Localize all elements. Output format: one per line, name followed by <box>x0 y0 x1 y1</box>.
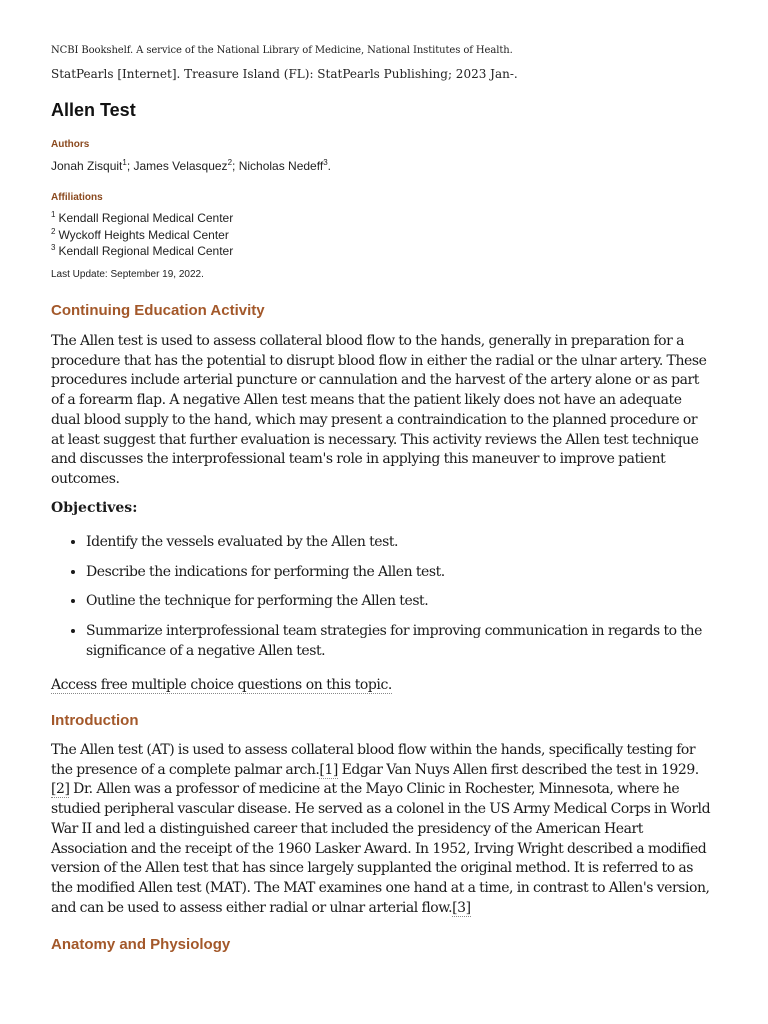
author-affiliation-ref: 1 <box>122 158 127 167</box>
anatomy-heading: Anatomy and Physiology <box>51 936 231 953</box>
authors-line <box>51 159 331 173</box>
objectives-list <box>51 533 711 672</box>
author-name[interactable]: James Velasquez <box>133 159 228 173</box>
author-affiliation-ref: 3 <box>323 158 328 167</box>
list-item: • Summarize interprofessional team strategies for improving communication in regards to the significance of a negative Allen test. <box>86 622 711 661</box>
list-item: • Describe the indications for performing the Allen test. <box>86 563 711 583</box>
bookshelf-source-line: NCBI Bookshelf. A service of the National Library of Medicine, National Institutes of Health. <box>51 45 513 56</box>
affiliations-label: Affiliations <box>51 192 103 203</box>
author-affiliation-ref: 2 <box>227 158 233 167</box>
affiliation-item: $^3$ Kendall Regional Medical Center <box>51 243 234 258</box>
list-item: • Outline the technique for performing the Allen test. <box>86 592 711 612</box>
affiliation-item: $^2$ Wyckoff Heights Medical Center <box>51 227 229 242</box>
author-separator: ; <box>126 159 134 173</box>
author-name[interactable]: Jonah Zisquit <box>51 159 123 173</box>
introduction-paragraph: The Allen test (AT) is used to assess collateral blood flow within the hands, specifically testing for the presence of a complete palmar arch.[1] Edgar Van Nuys Allen first described the test in 1929.[2] Dr. Allen was a professor of medicine at the Mayo Clinic in Rochester, Minnesota, where he studied peripheral vascular disease. He served as a colonel in the US Army Medical Corps in World War II and led a distinguished career that included the presidency of the American Heart Association and the receipt of the 1960 Lasker Award. In 1952, Irving Wright described a modified version of the Allen test that has since largely supplanted the original method. It is referred to as the modified Allen test (MAT). The MAT examines one hand at a time, in contrast to Allen's version, and can be used to assess either radial or ulnar arterial flow.[3] <box>51 742 711 916</box>
objectives-heading: Objectives: <box>51 500 138 516</box>
questions-link[interactable]: Access free multiple choice questions on this topic. <box>51 677 392 693</box>
affiliation-item: $^1$ Kendall Regional Medical Center <box>51 210 234 225</box>
continuing-education-paragraph: The Allen test is used to assess collateral blood flow to the hands, generally in preparation for a procedure that has the potential to disrupt blood flow in either the radial or the ulnar artery. These procedures include arterial puncture or cannulation and the harvest of the artery alone or as part of a forearm flap. A negative Allen test means that the patient likely does not have an adequate dual blood supply to the hand, which may present a contraindication to the planned procedure or at least suggest that further evaluation is necessary. This activity reviews the Allen test technique and discusses the interprofessional team's role in applying this maneuver to improve patient outcomes. <box>51 333 707 487</box>
citation-line: StatPearls [Internet]. Treasure Island (FL): StatPearls Publishing; 2023 Jan-. <box>51 67 518 81</box>
citation-link[interactable]: [3] <box>452 899 471 916</box>
authors-label: Authors <box>51 139 90 150</box>
last-update: Last Update: September 19, 2022. <box>51 269 204 280</box>
citation-link[interactable]: [1] <box>319 761 338 778</box>
list-item: • Identify the vessels evaluated by the Allen test. <box>86 533 711 553</box>
introduction-heading: Introduction <box>51 712 139 729</box>
author-separator: . <box>327 159 331 173</box>
citation-link[interactable]: [2] <box>51 781 70 798</box>
author-separator: ; <box>232 159 239 173</box>
continuing-education-heading: Continuing Education Activity <box>51 302 265 319</box>
page-title: Allen Test <box>51 100 136 120</box>
author-name[interactable]: Nicholas Nedeff <box>238 159 324 173</box>
